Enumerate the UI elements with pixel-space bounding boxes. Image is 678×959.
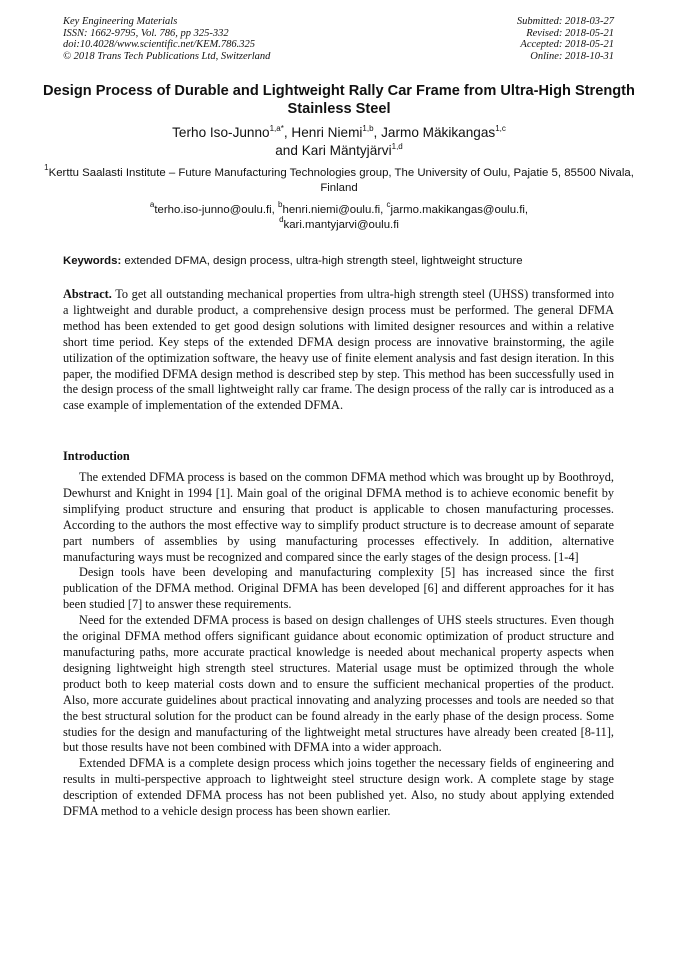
journal-info	[63, 16, 270, 62]
email-address[interactable]: jarmo.makikangas@oulu.fi,	[390, 204, 529, 216]
author-emails	[40, 200, 638, 233]
journal-name: Key Engineering Materials	[63, 16, 178, 27]
paragraph: Extended DFMA is a complete design process which joins together the necessary fields of engineering and results in multi-perspective approach to lightweight steel structure design work. A complete stage by stage description of extended DFMA process has not been published yet. Also, no study about applying extended DFMA method to a vehicle design process has been shown earlier.	[63, 756, 614, 819]
author-name: Henri Niemi	[291, 125, 363, 140]
author-affiliation-marker: 1,d	[391, 142, 403, 151]
affiliation-marker: 1	[44, 163, 49, 172]
introduction-body	[63, 470, 614, 820]
journal-doi: doi:10.4028/www.scientific.net/KEM.786.325	[63, 39, 255, 51]
journal-copyright: © 2018 Trans Tech Publications Ltd, Switzerland	[63, 50, 271, 62]
paragraph: Design tools have been developing and manufacturing complexity [5] has increased since the first publication of the DFMA method. Original DFMA has been developed [6] and different approaches for it has been studied [7] to answer these requirements.	[63, 565, 614, 612]
email-address[interactable]: henri.niemi@oulu.fi,	[282, 204, 384, 216]
email-address[interactable]: kari.mantyjarvi@oulu.fi	[283, 219, 399, 231]
section-heading-introduction: Introduction	[63, 449, 130, 463]
email-marker: a	[149, 200, 155, 209]
author-name: Terho Iso-Junno	[172, 125, 270, 140]
author-affiliation-marker: 1,c	[495, 124, 506, 133]
author-list: Terho Iso-Junno$^{1,a*}$, Henri Niemi$^{1,b}$, Jarmo Mäkikangas$^{1,c}$ and Kari Mäntyjärvi$^{1,d}$	[172, 124, 506, 158]
keywords-text: extended DFMA, design process, ultra-high strength steel, lightweight structure	[124, 255, 523, 267]
email-marker: c	[386, 200, 391, 209]
date-revised: Revised: 2018-05-21	[526, 27, 614, 39]
author-name: Jarmo Mäkikangas	[381, 125, 496, 140]
paper-title: Design Process of Durable and Lightweight Rally Car Frame from Ultra-High Strength Stainless Steel	[43, 83, 635, 117]
journal-issn: ISSN: 1662-9795, Vol. 786, pp 325-332	[63, 27, 229, 39]
date-online: Online: 2018-10-31	[530, 50, 614, 62]
paragraph: Need for the extended DFMA process is based on design challenges of UHS steels structures. Even though the original DFMA method offers significant guidance about economic optimization of product structure and manufacturing paths, more accurate practical knowledge is needed about mechanical property aspects when designing lightweight high strength steel structures. Material usage must be optimized through the whole product both to keep material costs down and to ensure the sufficient mechanical properties of the product. Also, more accurate guidelines about practical innovating and analyzing processes and tools are needed so that the best structural solution for the product can be found already in the early phase of the design process. Some studies for the design and manufacturing of the lightweight metal structures have already been created [8-11], but those results have not been combined with DFMA into a wider approach.	[63, 613, 614, 755]
abstract-label: Abstract.	[63, 287, 112, 301]
paragraph: The extended DFMA process is based on the common DFMA method which was brought up by Boothroyd, Dewhurst and Knight in 1994 [1]. Main goal of the original DFMA method is to achieve economic benefit by simplifying product structure and ensuring that product is applicable to chosen manufacturing processes. According to the authors the most effective way to simplify product structure is to decrease amount of separate part numbers of assemblies by using manufacturing processes effectively. In addition, alternative manufacturing ways must be recognized and compared since the early stages of the design process. [1-4]	[63, 470, 614, 564]
abstract	[63, 287, 614, 414]
affiliation	[40, 163, 638, 196]
email-marker: b	[278, 200, 283, 209]
date-accepted: Accepted: 2018-05-21	[520, 39, 614, 51]
affiliation-text: Kerttu Saalasti Institute – Future Manufacturing Technologies group, The University of Oulu, Pajatie 5, 85500 Nivala, Finland	[48, 167, 634, 194]
email-marker: d	[279, 215, 284, 224]
author-name: Kari Mäntyjärvi	[301, 143, 392, 158]
abstract-text: To get all outstanding mechanical properties from ultra-high strength steel (UHSS) transformed into a lightweight and durable product, a comprehensive design process must be performed. The general DFMA method has been extended to get good design solutions with limited designer resources and within a relative short time period. Key steps of the extended DFMA design process are innovative brainstorming, the agile utilization of the optimization software, the heavy use of finite element analysis and fast design iteration. In this paper, the modified DFMA design method is described step by step. This method has been successfully used in the design process of the small lightweight rally car frame. The design process of the rally car is introduced as a case example of implementation of the extended DFMA.	[63, 287, 614, 413]
author-conjunction: and	[275, 143, 298, 158]
author-affiliation-marker: 1,a*	[269, 124, 284, 133]
email-address[interactable]: terho.iso-junno@oulu.fi,	[154, 204, 275, 216]
author-affiliation-marker: 1,b	[362, 124, 374, 133]
keywords	[63, 254, 623, 269]
publication-dates	[517, 16, 614, 62]
date-submitted: Submitted: 2018-03-27	[516, 16, 614, 27]
keywords-label: Keywords:	[63, 255, 122, 267]
